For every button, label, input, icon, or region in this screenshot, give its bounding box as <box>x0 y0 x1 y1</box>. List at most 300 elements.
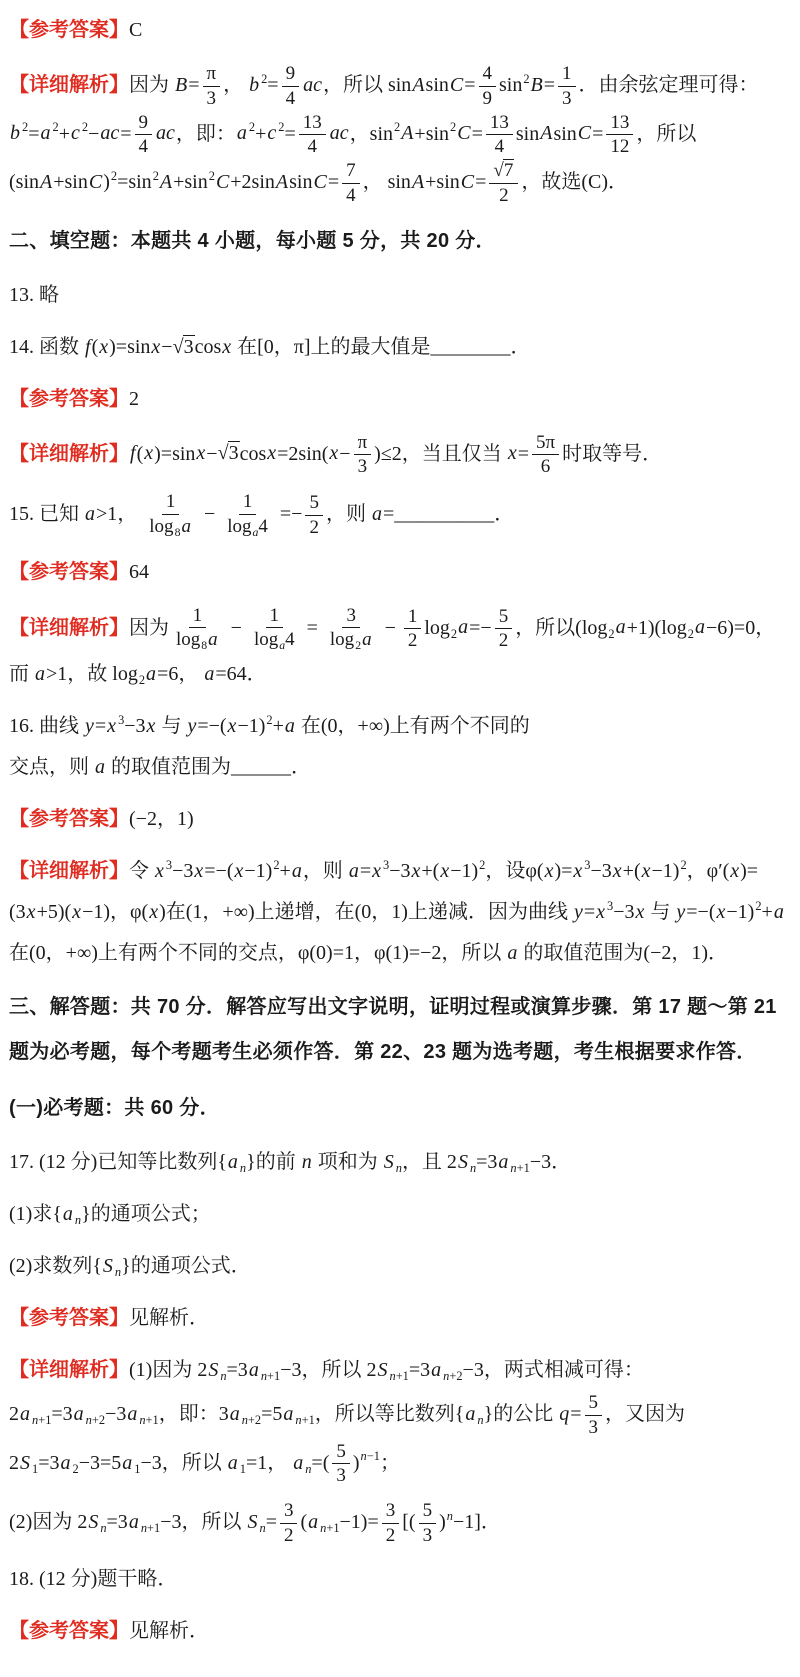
math-variable: a <box>208 629 218 651</box>
text-run: ，所以等比数列{ <box>314 1403 465 1425</box>
text-run: = <box>267 73 279 96</box>
text-run: ，φ′( <box>686 860 730 883</box>
fraction <box>172 604 223 655</box>
math-variable: S <box>383 1151 394 1174</box>
text-run: 12 <box>610 136 630 158</box>
text-run: −1) <box>726 901 755 924</box>
fraction <box>382 1499 400 1548</box>
math-variable: x <box>507 442 517 465</box>
text-run: −1 <box>366 1449 380 1464</box>
math-variable: ac <box>329 122 349 145</box>
text-run: 1 <box>32 1461 39 1476</box>
text-run: 1 <box>269 604 280 626</box>
text-run: cos <box>239 442 267 465</box>
text-run: − <box>339 442 351 465</box>
text-run: + <box>272 715 284 738</box>
text-run: =5 <box>261 1403 283 1425</box>
fraction-numerator <box>282 62 300 87</box>
math-variable: x <box>411 860 421 883</box>
text-run: =3 <box>226 1359 248 1382</box>
math-variable: C <box>215 170 230 193</box>
text-run: }的前 <box>246 1151 301 1174</box>
fraction-denominator <box>223 515 272 541</box>
text-run: 2 <box>110 168 118 183</box>
text-run: = <box>543 73 556 96</box>
text-run: 13 <box>489 111 509 133</box>
math-variable: C <box>577 122 592 145</box>
fraction-denominator <box>282 87 300 111</box>
math-variable: y <box>573 901 583 924</box>
math-variable: A <box>275 170 289 193</box>
text-run: 4 <box>346 184 356 206</box>
fraction-numerator <box>239 490 257 515</box>
superscript <box>361 1449 380 1463</box>
text-run: )在(1，+∞)上递增，在(0，1)上递减．因为曲线 <box>159 901 573 924</box>
text-run: +1 <box>395 1369 409 1384</box>
fraction <box>495 605 513 654</box>
text-run: ( <box>136 442 144 465</box>
math-variable: n <box>114 1265 122 1280</box>
text-run: +sin <box>173 170 208 193</box>
text-run: =3 <box>38 1451 60 1474</box>
text-run: 2 <box>152 168 159 183</box>
text-run: 5 <box>422 1500 433 1522</box>
math-variable: a <box>362 629 372 651</box>
math-variable: n <box>140 1521 148 1536</box>
math-variable: a <box>507 942 518 965</box>
text-run: 5 <box>336 1440 346 1462</box>
math-variable: n <box>139 1413 146 1428</box>
text-run: (2)因为 2 <box>9 1511 88 1533</box>
text-run: 4 <box>258 515 268 537</box>
text-run: 见解析． <box>129 1619 209 1642</box>
math-variable: S <box>102 1255 113 1278</box>
text-run: log <box>176 629 201 651</box>
math-variable: a <box>291 860 302 883</box>
text-run: 1 <box>165 491 176 512</box>
math-variable: a <box>236 122 247 145</box>
math-variable: a <box>498 1151 509 1174</box>
text-run: 1 <box>242 491 253 512</box>
fraction-numerator <box>203 62 221 87</box>
math-variable: n <box>239 1161 247 1176</box>
text-run: 1 <box>407 605 418 627</box>
fraction-numerator <box>382 1499 400 1524</box>
text-run: 2 <box>450 120 457 135</box>
text-run: − <box>379 616 401 639</box>
text-run: 2 <box>407 630 418 652</box>
subscript <box>242 1413 261 1427</box>
subscript <box>295 1413 314 1427</box>
analysis-15 <box>9 604 788 696</box>
text-run: cos <box>194 335 222 358</box>
math-variable: n <box>305 1461 312 1476</box>
ref-answer-18 <box>9 1611 788 1652</box>
analysis-14 <box>9 431 788 480</box>
text-run: −1) <box>651 860 680 883</box>
math-variable: a <box>85 502 95 525</box>
text-run: +2 <box>449 1369 463 1384</box>
fraction-numerator <box>162 490 180 515</box>
math-variable: a <box>146 663 157 686</box>
text-run: = <box>517 442 529 465</box>
superscript <box>523 72 529 86</box>
text-run: +sin <box>414 122 450 145</box>
text-run: 7 <box>346 160 356 181</box>
text-run: 2 <box>283 1524 294 1546</box>
math-variable: a <box>431 1359 442 1382</box>
fraction-denominator <box>145 515 196 541</box>
fraction-numerator <box>404 605 422 630</box>
text-run: −3 <box>124 715 146 738</box>
math-variable: a <box>73 1403 84 1425</box>
text-run: +2 <box>247 1413 262 1428</box>
math-variable: ac <box>156 122 175 145</box>
text-run: 4 <box>138 136 149 158</box>
text-run: ) <box>439 1511 446 1533</box>
text-run: 3 <box>588 1416 598 1438</box>
text-run: −3 <box>389 860 411 883</box>
math-variable: a <box>127 1403 138 1425</box>
math-variable: x <box>149 901 159 924</box>
fraction <box>282 62 300 111</box>
fraction-numerator <box>280 1499 298 1524</box>
math-variable: a <box>308 1511 319 1533</box>
math-variable: a <box>252 525 259 539</box>
text-run: ) <box>103 170 110 193</box>
math-variable: n <box>85 1413 92 1428</box>
answer-label: 【参考答案】 <box>9 19 129 41</box>
fraction <box>558 62 576 111</box>
math-variable: a <box>122 1451 133 1474</box>
text-run: = <box>327 170 340 193</box>
math-variable: a <box>283 1403 294 1425</box>
ref-answer-14 <box>9 379 788 420</box>
math-variable: a <box>284 715 295 738</box>
fraction-numerator <box>495 605 513 630</box>
answer-label: 【详细解析】 <box>9 442 129 465</box>
text-run: (1)求{ <box>9 1203 62 1226</box>
radicand <box>228 441 240 464</box>
text-run: 5 <box>498 605 509 627</box>
text-run: =1， <box>245 1451 293 1474</box>
fraction-denominator <box>606 135 633 159</box>
text-run: 2 <box>72 1461 79 1476</box>
math-variable: n <box>320 1521 327 1536</box>
text-run: log <box>424 616 450 639</box>
text-run: −1)= <box>339 1511 379 1533</box>
math-variable: A <box>401 122 414 145</box>
analysis-choice-question <box>9 62 788 208</box>
math-variable: c <box>70 122 80 145</box>
text-run: +sin <box>53 170 88 193</box>
text-run: = <box>94 715 107 738</box>
math-variable: x <box>107 715 117 738</box>
fraction-denominator <box>326 628 377 654</box>
math-variable: C <box>88 170 103 193</box>
math-variable: n <box>469 1161 477 1176</box>
ref-answer-15 <box>9 552 788 593</box>
text-run: ，所以(sin <box>9 122 697 193</box>
math-variable: A <box>412 73 425 96</box>
fraction-numerator <box>342 604 360 629</box>
ref-answer-choice <box>9 10 788 51</box>
question-17 <box>9 1142 788 1183</box>
text-run: 3 <box>607 899 614 914</box>
text-run: ) <box>352 1451 360 1474</box>
text-run: 在(0，+∞)上有两个不同的交点，φ(0)=1，φ(1)=−2，所以 <box>9 942 507 965</box>
text-run: 4 <box>285 629 295 651</box>
radicand <box>183 335 195 358</box>
text-run: π <box>357 431 368 453</box>
math-variable: y <box>187 715 197 738</box>
text-run: 3 <box>382 858 390 873</box>
text-run: 3 <box>562 87 572 109</box>
subscript <box>608 627 614 641</box>
fraction-denominator <box>354 455 372 479</box>
text-run: 与 <box>645 901 676 924</box>
math-variable: n <box>220 1369 227 1384</box>
text-run: 2 <box>355 639 362 653</box>
text-run: 3 <box>228 442 239 465</box>
math-variable: x <box>641 860 651 883</box>
fraction <box>299 111 326 160</box>
text-run: =−( <box>686 901 716 924</box>
text-run: − <box>88 122 100 145</box>
math-variable: n <box>295 1413 302 1428</box>
text-run: 在[0，π]上的最大值是________． <box>232 335 531 358</box>
radical <box>218 433 240 474</box>
text-run: = <box>188 73 200 96</box>
text-run: +sin <box>425 170 460 193</box>
text-run: )= <box>554 860 573 883</box>
subscript <box>320 1521 339 1535</box>
math-variable: a <box>279 639 286 653</box>
fraction-numerator <box>419 1499 437 1524</box>
text-run: = <box>301 616 323 639</box>
text-run: 2 <box>52 120 59 135</box>
math-variable: x <box>329 442 339 465</box>
text-run: 4 <box>482 63 492 84</box>
text-run: 1 <box>134 1461 141 1476</box>
ref-answer-16 <box>9 799 788 840</box>
superscript <box>209 169 215 183</box>
math-variable: a <box>128 1511 139 1533</box>
text-run: 3 <box>118 713 125 728</box>
fraction-numerator <box>299 111 326 136</box>
fraction-numerator <box>486 111 513 136</box>
text-run: ， <box>223 73 249 96</box>
fraction-numerator <box>305 491 323 516</box>
radical-symbol: √ <box>493 160 503 181</box>
math-variable: a <box>204 663 215 686</box>
text-run: 7 <box>503 160 514 181</box>
fraction-denominator <box>304 135 322 159</box>
text-run: 2 <box>499 184 509 206</box>
text-run: + <box>58 122 70 145</box>
fraction <box>354 431 372 480</box>
text-run: 3 <box>183 335 194 358</box>
math-variable: b <box>10 122 20 145</box>
text-run: 2 <box>755 899 762 914</box>
answer-label: 【详细解析】 <box>9 616 129 639</box>
text-run: −1]． <box>452 1511 501 1533</box>
math-variable: a <box>35 663 45 686</box>
answer-label: 【详细解析】 <box>9 860 129 883</box>
radical-symbol: √ <box>172 335 183 358</box>
text-run: sin <box>515 122 540 145</box>
math-variable: x <box>196 442 206 465</box>
text-run: 3 <box>385 1500 396 1522</box>
text-run: log <box>253 629 279 651</box>
math-variable: n <box>260 1369 268 1384</box>
text-run: ，即： <box>175 122 236 145</box>
text-run: =sin <box>117 170 152 193</box>
question-14 <box>9 327 788 368</box>
fraction-denominator <box>537 455 555 479</box>
math-variable: c <box>267 122 277 145</box>
fraction-numerator <box>189 604 207 629</box>
text-run: = <box>592 122 604 145</box>
fraction-numerator <box>606 111 633 136</box>
text-run: (2)求数列{ <box>9 1255 102 1278</box>
text-run: 项和为 <box>312 1151 383 1174</box>
question-17-part1 <box>9 1194 788 1235</box>
math-variable: a <box>229 1403 240 1425</box>
superscript <box>153 169 159 183</box>
math-variable: C <box>313 170 327 193</box>
text-run: 18. (12 分)题干略． <box>9 1567 178 1590</box>
text-run: 9 <box>482 87 492 109</box>
subscript <box>510 1161 529 1175</box>
text-run: 9 <box>138 111 149 133</box>
question-13 <box>9 275 788 316</box>
fraction <box>223 490 272 541</box>
answer-label: 【参考答案】 <box>9 1307 129 1330</box>
math-variable: x <box>612 860 622 883</box>
fraction <box>135 111 153 160</box>
fraction-denominator <box>382 1524 400 1548</box>
text-run: 3 <box>283 1500 294 1522</box>
text-run: = <box>570 1403 582 1425</box>
text-run: 的取值范围为______． <box>106 756 311 779</box>
text-run: }的通项公式； <box>81 1203 211 1226</box>
text-run: =3 <box>106 1511 128 1533</box>
text-run: 5 <box>588 1392 598 1414</box>
text-run: log <box>227 515 252 537</box>
math-variable: a <box>694 616 705 639</box>
text-run: 2 <box>81 120 89 135</box>
analysis-17-part2 <box>9 1499 788 1548</box>
text-run: −3，所以 <box>140 1451 227 1474</box>
text-run: 2 <box>273 858 280 873</box>
math-variable: x <box>234 860 244 883</box>
fraction <box>280 1499 298 1548</box>
text-run: =−( <box>197 715 227 738</box>
question-17-part2 <box>9 1246 788 1287</box>
math-variable: a <box>348 860 359 883</box>
math-variable: n <box>477 1413 484 1428</box>
text-run: 1 <box>239 1461 246 1476</box>
text-run: ，又因为 2 <box>9 1403 685 1474</box>
text-run: 13 <box>610 111 630 133</box>
answer-label: 【详细解析】 <box>9 1359 129 1382</box>
math-variable: x <box>573 860 583 883</box>
text-run: log <box>149 515 174 537</box>
text-run: +1 <box>516 1161 530 1176</box>
fraction-denominator <box>332 1464 350 1488</box>
bold-text: (一)必考题：共 60 分． <box>9 1097 220 1120</box>
math-variable: n <box>446 1508 453 1523</box>
text-run: −1) <box>450 860 479 883</box>
math-variable: x <box>144 442 154 465</box>
math-variable: S <box>247 1511 258 1533</box>
text-run: −1)，φ( <box>82 901 149 924</box>
fraction-denominator <box>585 1416 603 1440</box>
text-run: 6 <box>540 456 551 478</box>
text-run: ，故选(C)． <box>521 170 629 193</box>
math-variable: A <box>411 170 425 193</box>
text-run: 2 <box>385 1524 396 1546</box>
text-run: sin <box>553 122 577 145</box>
text-run: 15. 已知 <box>9 502 84 525</box>
text-run: −3． <box>529 1151 572 1174</box>
subscript <box>139 1413 158 1427</box>
text-run: − <box>225 616 247 639</box>
fraction-numerator <box>585 1391 603 1416</box>
fraction <box>145 490 196 541</box>
text-run: +1 <box>147 1521 161 1536</box>
bold-text: 二、填空题：本题共 4 小题，每小题 5 分，共 20 分． <box>9 229 496 252</box>
text-run: =( <box>311 1451 330 1474</box>
math-variable: S <box>208 1359 219 1382</box>
text-run: ( <box>91 335 99 358</box>
text-run: −3，两式相减可得：2 <box>9 1359 644 1425</box>
text-run: 的取值范围为(−2，1)． <box>518 942 729 965</box>
fraction <box>342 159 360 208</box>
subscript <box>141 1521 160 1535</box>
fraction <box>203 62 221 111</box>
math-variable: x <box>99 335 109 358</box>
text-run: 3 <box>346 604 356 626</box>
math-variable: x <box>544 860 554 883</box>
analysis-16 <box>9 851 788 974</box>
text-run: =3 <box>51 1403 73 1425</box>
math-variable: a <box>371 502 382 525</box>
text-run: = <box>475 170 487 193</box>
fraction <box>332 1440 350 1489</box>
text-run: −3=5 <box>78 1451 122 1474</box>
text-run: = <box>471 122 483 145</box>
text-run: )=sin <box>154 442 196 465</box>
text-run: 2 <box>680 858 687 873</box>
text-run: 交点，则 <box>9 756 94 779</box>
text-run: = <box>265 1511 277 1533</box>
math-variable: y <box>85 715 94 738</box>
subscript <box>261 1369 280 1383</box>
text-run: 3 <box>336 1465 346 1487</box>
text-run: sin <box>425 73 449 96</box>
math-variable: B <box>530 73 543 96</box>
fraction <box>585 1391 603 1440</box>
ref-answer-17 <box>9 1298 788 1339</box>
text-run: (−2，1) <box>129 808 194 831</box>
text-run: 因为 <box>129 616 169 639</box>
text-run: ，且 2 <box>401 1151 457 1174</box>
text-run: C <box>129 19 143 41</box>
subscript <box>389 1369 408 1383</box>
math-variable: n <box>74 1213 82 1228</box>
